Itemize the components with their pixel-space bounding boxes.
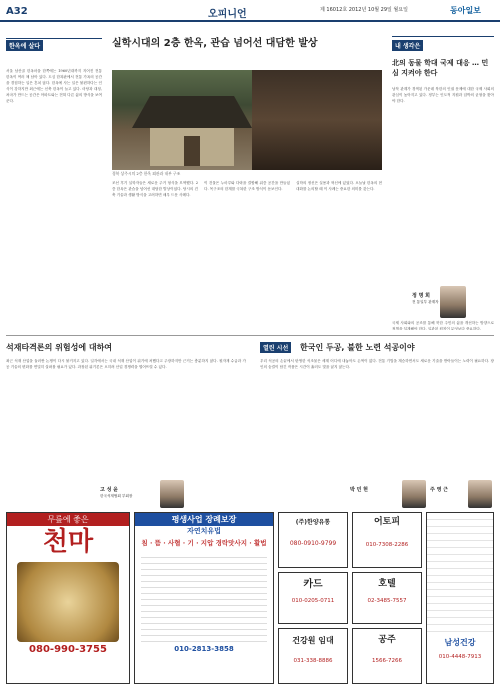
- ad-funeral-phone[interactable]: 010-2813-3858: [174, 645, 234, 653]
- page-header: [0, 0, 500, 22]
- right-headline[interactable]: 北의 동물 학대 국제 대응 … 민심 지켜야 한다: [392, 59, 489, 77]
- ad-hotel-phone[interactable]: 02-3485-7557: [367, 598, 407, 604]
- ad-cheonma-image: [17, 562, 119, 642]
- author-name-bottom-right-1: 박 민 현: [350, 487, 368, 493]
- author-photo-right: [440, 286, 466, 318]
- author-photo-bottom-right-2: [468, 480, 492, 508]
- ad-funeral-subtitle: 자연치유법: [187, 527, 221, 535]
- ad-hanyang-phone[interactable]: 080-0910-9799: [289, 540, 337, 547]
- ad-cheonma-subtitle: 무릎에 좋은: [7, 513, 129, 526]
- ad-mens-health[interactable]: [426, 512, 494, 684]
- ad-card-title: 카드: [303, 579, 323, 590]
- column-rule: [6, 38, 102, 48]
- author-name-right: 정 명 희: [412, 293, 430, 299]
- ad-mens-health-list: [427, 513, 493, 633]
- main-body-col2: 이 건물은 누마루와 다락을 결합해 위층 공간을 만들었다. 목구조의 한계를 극복한 구조 방식이 돋보인다.: [204, 181, 290, 191]
- ad-atopy-title: 어토피: [373, 517, 401, 527]
- section-divider: [6, 335, 494, 336]
- author-title-bottom-left: 한국석재협회 부회장: [100, 494, 133, 498]
- right-rule: [392, 36, 494, 37]
- hanok-photo: [112, 70, 252, 170]
- page-number: A32: [6, 6, 28, 17]
- ad-hotel-title: 호텔: [378, 579, 396, 589]
- bottom-right-headline[interactable]: 한국인 두공, 불한 노련 석공이야: [300, 343, 415, 352]
- ad-atopy-phone[interactable]: 010-7308-2286: [365, 542, 409, 548]
- ad-card-phone[interactable]: 010-0205-0711: [291, 598, 335, 604]
- ad-gongju-title: 공주: [378, 635, 396, 645]
- ad-atopy[interactable]: [352, 512, 422, 568]
- main-body-col3: 실학의 정신은 실용과 혁신에 있었다. 오늘날 한옥의 현대화를 논의할 때 이 사례는 중요한 의미를 갖는다.: [296, 181, 382, 191]
- column-tag-left: 한옥에 살다: [6, 40, 43, 51]
- section-title: 오피니언: [208, 9, 247, 20]
- ad-health-title: 건강원 임대: [292, 636, 334, 645]
- paper-name: 동아일보: [450, 6, 481, 15]
- author-title-right: 전 통일부 관계자: [412, 300, 439, 304]
- ad-health-phone[interactable]: 031-338-8886: [293, 658, 333, 664]
- bottom-right-body: 우리 석공의 손끝에서 탄생한 석조물은 세계 어디에 내놓아도 손색이 없다. 전통 기법을 계승하면서도 새로운 기술을 받아들이는 노력이 필요하다. 장인의 숨결이 담긴 작품은 시간이 흘러도 빛을 잃지 않는다.: [260, 359, 494, 369]
- ad-gongju-phone[interactable]: 1566-7266: [372, 658, 402, 664]
- left-column-body: 서울 남산골 한옥마을 한쪽에는 1960년대까지 지어진 전통 한옥이 여러 채 남아 있다. 도심 한복판에서 전통 가옥의 공간을 경험하는 일은 흔치 않다. 한옥에 사는 일은 불편하다는 인식이 강하지만 최근에는 신축 한옥이 늘고 있다. 마당과 대청, 처마가 만드는 공간은 아파트와는 전혀 다른 삶의 방식을 보여준다.: [6, 69, 102, 103]
- ad-cheonma-title: 천마: [42, 527, 94, 557]
- ad-health[interactable]: [278, 628, 348, 684]
- ad-mens-health-title: 남성건강: [444, 638, 476, 647]
- ad-hotel[interactable]: [352, 572, 422, 624]
- ad-gongju[interactable]: [352, 628, 422, 684]
- ad-funeral-title: 평생사업 장례보장: [135, 513, 273, 526]
- bottom-left-body: 최근 석재 산업을 둘러싼 논쟁이 다시 불거지고 있다. 일각에서는 국내 석재 산업이 위기에 처했다고 주장하지만 근거는 충분하지 않다. 원자재 수급과 가공 기술의 변화를 면밀히 살펴볼 필요가 있다. 과장된 위기론은 오히려 산업 경쟁력을 떨어뜨릴 수 있다.: [6, 359, 246, 369]
- ad-hanyang-title: (주)한양유통: [295, 519, 331, 526]
- ad-funeral[interactable]: [134, 512, 274, 684]
- ad-card[interactable]: [278, 572, 348, 624]
- author-photo-bottom-right-1: [402, 480, 426, 508]
- ad-funeral-list: [141, 552, 267, 644]
- ad-hanyang[interactable]: [278, 512, 348, 568]
- column-tag-right: 내 생각은: [392, 40, 423, 51]
- author-photo-bottom-left: [160, 480, 184, 508]
- author-name-bottom-left: 고 성 윤: [100, 487, 118, 493]
- hanok-interior-photo: [252, 70, 382, 170]
- right-body-2: 국제 사회와의 공조를 통해 북한 주민의 삶을 개선하는 방향으로 정책을 설계해야 한다. 일관된 원칙이 무엇보다 중요하다.: [392, 321, 494, 330]
- right-body-1: 남북 관계가 경색된 가운데 북한의 인권 문제에 대한 국제 사회의 관심이 높아지고 있다. 정부는 인도적 지원과 압박의 균형을 찾아야 한다.: [392, 87, 494, 103]
- ad-funeral-body: 침 · 뜸 · 사혈 · 기 · 지압 경락맛사지 · 활법: [141, 539, 267, 547]
- ad-mens-health-phone[interactable]: 010-4448-7913: [438, 654, 482, 660]
- issue-info: 제 16012호 2012년 10월 29일 월요일: [320, 7, 408, 13]
- author-name-bottom-right-2: 주 영 근: [430, 487, 448, 493]
- main-headline[interactable]: 실학시대의 2층 한옥, 관습 넘어선 대담한 발상: [112, 38, 318, 49]
- bottom-left-headline[interactable]: 석재타격론의 위험성에 대하여: [6, 343, 113, 352]
- ad-cheonma[interactable]: [6, 512, 130, 684]
- ad-cheonma-phone[interactable]: 080-990-3755: [29, 644, 107, 655]
- main-body-col1: 조선 후기 실학자들은 새로운 주거 형식을 모색했다. 2층 한옥은 관습을 넘어선 대담한 발상이었다. 당시의 건축 기술과 생활 방식을 고려하면 매우 드문 사례다.: [112, 181, 198, 197]
- photo-caption: 경북 상주시의 2층 한옥 외관과 내부 구조: [112, 171, 181, 176]
- column-tag-bottom-right: 열린 시선: [260, 342, 291, 353]
